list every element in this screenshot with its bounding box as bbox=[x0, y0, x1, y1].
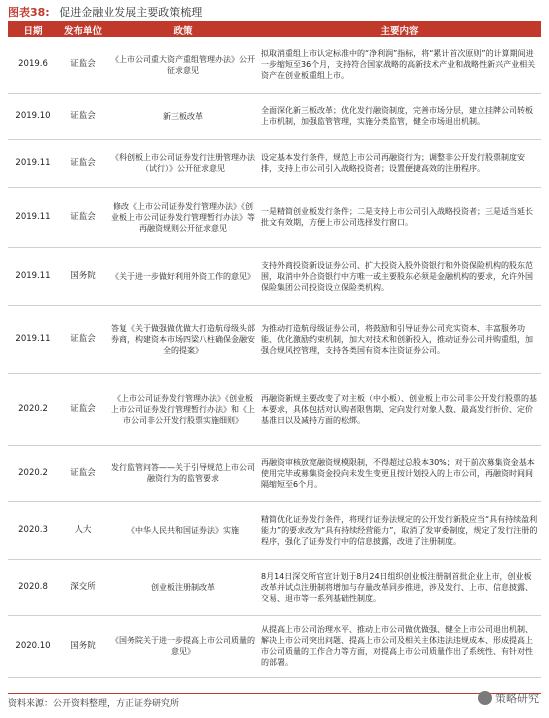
policy-table bbox=[8, 23, 541, 678]
cell-date: 2020.3 bbox=[8, 501, 58, 559]
cell-date: 2019.11 bbox=[8, 247, 58, 305]
cell-policy: 《中华人民共和国证券法》实施 bbox=[108, 501, 258, 559]
cell-dept: 证监会 bbox=[58, 37, 108, 93]
cell-content: 一是精简创业板发行条件；二是支持上市公司引入战略投资者；三是适当延长批文有效期，方便上市公司选择发行窗口。 bbox=[258, 187, 541, 247]
table-row bbox=[8, 559, 541, 615]
cell-policy: 《上市公司重大资产重组管理办法》公开征求意见 bbox=[108, 37, 258, 93]
table-row bbox=[8, 445, 541, 501]
cell-content: 全面深化新三板改革；优化发行融资制度，完善市场分层，建立挂牌公司转板上市机制，加强监管管理，实施分类监管，健全市场退出机制。 bbox=[258, 93, 541, 139]
cell-policy: 修改《上市公司证券发行管理办法》《创业板上市公司证券发行管理暂行办法》等再融资规则公开征求意见 bbox=[108, 187, 258, 247]
table-row bbox=[8, 615, 541, 677]
cell-date: 2019.6 bbox=[8, 37, 58, 93]
cell-date: 2020.10 bbox=[8, 615, 58, 677]
cell-dept: 证监会 bbox=[58, 373, 108, 445]
cell-dept: 证监会 bbox=[58, 305, 108, 373]
cell-dept: 国务院 bbox=[58, 615, 108, 677]
cell-policy: 《国务院关于进一步提高上市公司质量的意见》 bbox=[108, 615, 258, 677]
cell-content: 精简优化证券发行条件，将现行证券法规定的公开发行新股应当“具有持续盈利能力”的要求改为“具有持续经营能力”，取消了发审委制度，规定了发行注册的程序，强化了证券发行中的信息披露，改进了注册制度。 bbox=[258, 501, 541, 559]
figure-title: 促进金融业发展主要政策梳理 bbox=[59, 6, 203, 19]
cell-date: 2019.10 bbox=[8, 93, 58, 139]
cell-date: 2019.11 bbox=[8, 187, 58, 247]
table-header-row bbox=[8, 23, 541, 37]
header-dept: 发布单位 bbox=[58, 23, 108, 37]
cell-content: 8月14日深交所官宣计划于8月24日组织创业板注册制首批企业上市，创业板改革并试点注册制将增加与存量改革同步推进，涉及发行、上市、信息披露、交易、退市等一系列基础性制度。 bbox=[258, 559, 541, 615]
table-row bbox=[8, 305, 541, 373]
cell-date: 2020.2 bbox=[8, 373, 58, 445]
header-content: 主要内容 bbox=[258, 23, 541, 37]
cell-content: 从提高上市公司治理水平、推动上市公司做优做强、健全上市公司退出机制、解决上市公司突出问题、提高上市公司及相关主体违法违规成本、形成提高上市公司质量的工作合力等方面，对提高上市公司质量作出了系统性、有针对性的部署。 bbox=[258, 615, 541, 677]
cell-dept: 证监会 bbox=[58, 93, 108, 139]
cell-policy: 《关于进一步做好利用外资工作的意见》 bbox=[108, 247, 258, 305]
table-row bbox=[8, 139, 541, 187]
watermark-text: 策略研究 bbox=[495, 692, 539, 705]
cell-policy: 《上市公司证券发行管理办法》《创业板上市公司证券发行管理暂行办法》和《上市公司非公开发行股票实施细则》 bbox=[108, 373, 258, 445]
cell-date: 2019.11 bbox=[8, 305, 58, 373]
cell-date: 2020.2 bbox=[8, 445, 58, 501]
cell-policy: 《科创板上市公司证券发行注册管理办法（试行）》公开征求意见 bbox=[108, 139, 258, 187]
figure-label: 图表38: bbox=[8, 6, 50, 19]
cell-dept: 证监会 bbox=[58, 445, 108, 501]
cell-content: 再融资审核放宽融资规模限制，不得超过总股本30%；对于前次募集资金基本使用完毕或募集资金投向未发生变更且按计划投入的上市公司，再融资时间间隔缩短至6个月。 bbox=[258, 445, 541, 501]
cell-dept: 证监会 bbox=[58, 187, 108, 247]
bottom-rule bbox=[8, 693, 541, 694]
table-body bbox=[8, 37, 541, 677]
cell-content: 设定基本发行条件，规范上市公司再融资行为；调整非公开发行股票制度安排，支持上市公司引入战略投资者；设置便捷高效的注册程序。 bbox=[258, 139, 541, 187]
cell-policy: 新三板改革 bbox=[108, 93, 258, 139]
table-row bbox=[8, 373, 541, 445]
cell-content: 拟取消重组上市认定标准中的“净利润”指标，将“累计首次原则”的计算期间进一步缩短至36个月，支持符合国家战略的高新技术产业和战略性新兴产业相关资产在创业板重组上市。 bbox=[258, 37, 541, 93]
cell-content: 再融资新规主要改变了对主板（中小板）、创业板上市公司非公开发行股票的基本要求，具体包括对认购者限售期、定向发行对象人数、最高发行折价、定价基准日以及减持方面的松绑。 bbox=[258, 373, 541, 445]
cell-content: 为推动打造航母级证券公司，将鼓励和引导证券公司充实资本、丰富服务功能、优化激励约束机制，加大对技术和创新投入，推动证券公司并购重组，加强合规风控管理，支持各类国有资本注资证券公司。 bbox=[258, 305, 541, 373]
header-policy: 政策 bbox=[108, 23, 258, 37]
cell-dept: 国务院 bbox=[58, 247, 108, 305]
cell-policy: 发行监管问答——关于引导规范上市公司融资行为的监管要求 bbox=[108, 445, 258, 501]
table-row bbox=[8, 37, 541, 93]
cell-date: 2019.11 bbox=[8, 139, 58, 187]
table-row bbox=[8, 501, 541, 559]
cell-policy: 创业板注册制改革 bbox=[108, 559, 258, 615]
cell-date: 2020.8 bbox=[8, 559, 58, 615]
table-row bbox=[8, 187, 541, 247]
cell-policy: 答复《关于做强做优做大打造航母级头部券商，构建资本市场四梁八柱确保金融安全的提案》 bbox=[108, 305, 258, 373]
figure-caption bbox=[8, 4, 202, 22]
wechat-logo-icon bbox=[478, 691, 492, 705]
watermark bbox=[478, 690, 539, 706]
header-date: 日期 bbox=[8, 23, 58, 37]
cell-content: 支持外商投资新设证券公司、扩大投资入股外资银行和外资保险机构的股东范围，取消中外合资银行中方唯一或主要股东必须是金融机构的要求，允许外国保险集团公司投资设立保险类机构。 bbox=[258, 247, 541, 305]
cell-dept: 深交所 bbox=[58, 559, 108, 615]
source-note: 资料来源：公开资料整理，方正证券研究所 bbox=[8, 699, 180, 709]
table-row bbox=[8, 247, 541, 305]
cell-dept: 人大 bbox=[58, 501, 108, 559]
cell-dept: 证监会 bbox=[58, 139, 108, 187]
table-row bbox=[8, 93, 541, 139]
